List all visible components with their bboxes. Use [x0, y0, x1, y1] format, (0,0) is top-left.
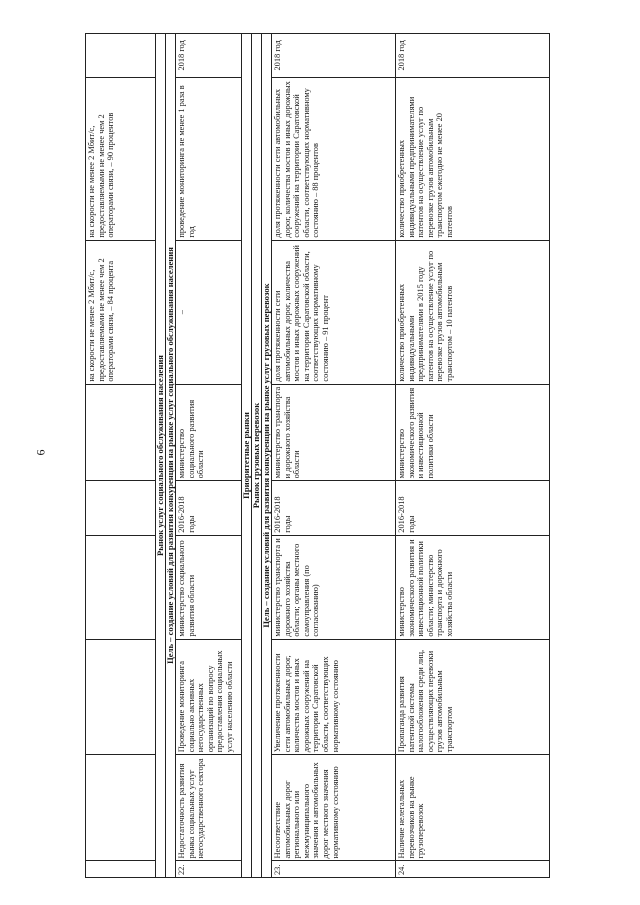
market-row-cargo [252, 34, 262, 878]
term-cell: 2016-2018 годы [396, 481, 550, 535]
executor-cell: министерство экономического развития и инвестиционной политики области; министерство транспорта и дорожного хозяйства области [396, 535, 550, 639]
term-cell: 2016-2018 годы [176, 481, 242, 535]
responsible-cell: министерство социального развития области [176, 384, 242, 481]
page-number: 6 [33, 449, 48, 456]
goal-row-social [166, 34, 176, 878]
executor-cell: министерство социального развития области [176, 535, 242, 639]
cont-before-cell: на скорости не менее 2 Мбит/с, предоставляемыми не менее чем 2 операторами связи, – 84 процента [86, 240, 156, 384]
indicator-result-cell: доля протяженности сети автомобильных дорог, количества мостов и иных дорожных сооружений на территории Саратовской области, соответствующих нормативному состоянию – 88 процентов [272, 77, 396, 240]
year-cell: 2018 год [176, 34, 242, 78]
responsible-cell: министерство экономического развития и инвестиционной политики области [396, 384, 550, 481]
problem-cell: Недостаточность развития рынка социальных услуг негосударственного сектора [176, 755, 242, 861]
goal-title-cargo: Цель – создание условий для развития конкуренции на рынке услуг грузовых перевозок [262, 34, 272, 878]
measure-cell: Пропаганда развития патентной системы налогообложения среди лиц, осуществляющих перевозки грузов автомобильным транспортом [396, 639, 550, 755]
year-cell: 2018 год [272, 34, 396, 78]
cont-result-cell: на скорости не менее 2 Мбит/с, предоставляемыми не менее чем 2 операторами связи, – 90 процентов [86, 77, 156, 240]
indicator-result-cell: проведение мониторинга не менее 1 раза в год [176, 77, 242, 240]
problem-cell: Наличие нелегальных перевозчиков на рынке грузоперевозок [396, 755, 550, 861]
row-number: 22. [176, 861, 242, 878]
indicator-before-cell: – [176, 240, 242, 384]
table-row-24 [396, 34, 550, 878]
measures-table [85, 33, 550, 878]
priority-title: Приоритетные рынки [242, 34, 252, 878]
problem-cell: Несоответствие автомобильных дорог регионального или межмуниципального значения и автомобильных дорог местного значения нормативному состоянию [272, 755, 396, 861]
row-number: 23. [272, 861, 396, 878]
table-row-23 [272, 34, 396, 878]
row-number: 24. [396, 861, 550, 878]
responsible-cell: министерство транспорта и дорожного хозяйства области [272, 384, 396, 481]
continuation-row [86, 34, 156, 878]
measure-cell: Проведение мониторинга социально активных негосударственных организаций по вопросу предоставления социальных услуг населению области [176, 639, 242, 755]
goal-title-social: Цель – создание условий для развития конкуренции на рынке услуг социального обслуживания населения [166, 34, 176, 878]
market-title-cargo: Рынок грузовых перевозок [252, 34, 262, 878]
indicator-before-cell: доля протяженности сети автомобильных дорог, количества мостов и иных дорожных сооружений на территории Саратовской области, соответствующих нормативному состоянию – 91 процент [272, 240, 396, 384]
market-row-social [156, 34, 166, 878]
priority-row [242, 34, 252, 878]
executor-cell: министерство транспорта и дорожного хозяйства области; органы местного самоуправления (по согласованию) [272, 535, 396, 639]
indicator-before-cell: количество приобретенных индивидуальными предпринимателями в 2015 году патентов на осуществление услуг по перевозке грузов автомобильным транспортом – 10 патентов [396, 240, 550, 384]
goal-row-cargo [262, 34, 272, 878]
market-title-social: Рынок услуг социального обслуживания населения [156, 34, 166, 878]
measure-cell: Увеличение протяженности сети автомобильных дорог, количества мостов и иных дорожных сооружений на территории Саратовской области, соответствующих нормативному состоянию [272, 639, 396, 755]
table-row-22 [176, 34, 242, 878]
year-cell: 2018 год [396, 34, 550, 78]
term-cell: 2016-2018 годы [272, 481, 396, 535]
indicator-result-cell: количество приобретенных индивидуальными предпринимателями патентов на осуществление услуг по перевозке грузов автомобильным транспортом ежегодно не менее 20 патентов [396, 77, 550, 240]
rotated-table-page [85, 33, 620, 878]
